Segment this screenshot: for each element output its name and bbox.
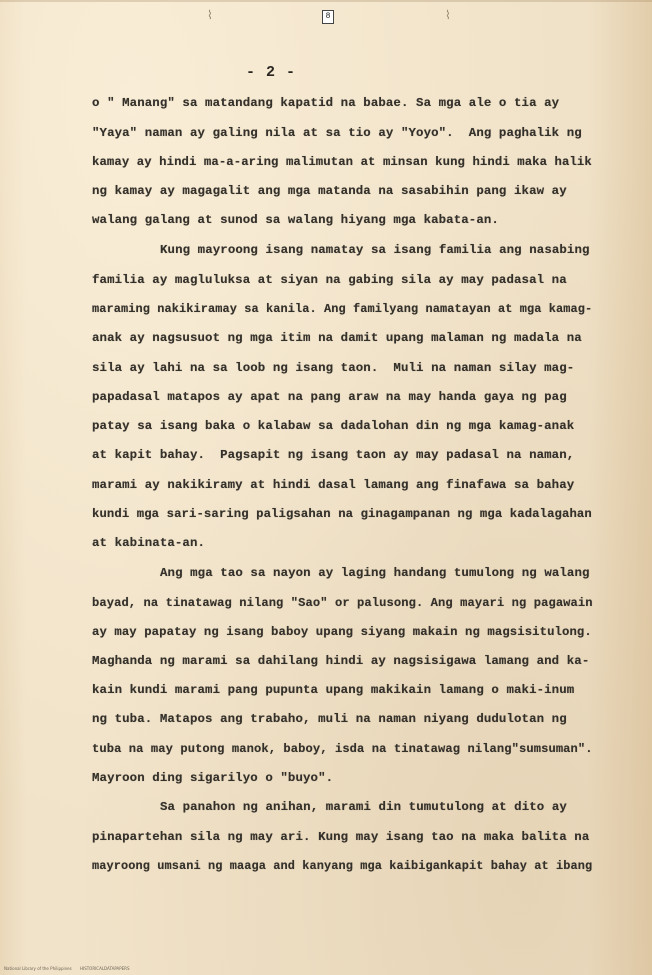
text-line: marami ay nakikiramy at hindi dasal lamang ang finafawa sa bahay (92, 478, 575, 492)
header-mark: 8 (322, 10, 334, 24)
text-line: walang galang at sunod sa walang hiyang mga kabata-an. (92, 213, 499, 227)
text-line: maraming nakikiramay sa kanila. Ang familyang namatayan at mga kamag- (92, 302, 593, 316)
text-line: papadasal matapos ay apat na pang araw na may handa gaya ng pag (92, 390, 567, 404)
text-line: anak ay nagsusuot ng mga itim na damit upang malaman ng madala na (92, 331, 582, 345)
library-credit: National Library of the Philippines (4, 966, 72, 971)
text-line: o " Manang" sa matandang kapatid na babae. Sa mga ale o tia ay (92, 96, 560, 110)
text-line: bayad, na tinatawag nilang "Sao" or palusong. Ang mayari ng pagawain (92, 596, 593, 610)
binding-mark-icon: ⌇ (207, 9, 213, 23)
archive-code: HISTORICALDATAPAPERS (80, 966, 130, 971)
text-line: kundi mga sari-saring paligsahan na ginagampanan ng mga kadalagahan (92, 507, 592, 521)
text-line: tuba na may putong manok, baboy, isda na tinatawag nilang"sumsuman". (92, 742, 593, 756)
text-line: Kung mayroong isang namatay sa isang familia ang nasabing (160, 243, 590, 257)
text-line: Maghanda ng marami sa dahilang hindi ay nagsisigawa lamang and ka- (92, 654, 590, 668)
text-line: Mayroon ding sigarilyo o "buyo". (92, 771, 334, 785)
text-line: familia ay magluluksa at siyan na gabing sila ay may padasal na (92, 273, 567, 287)
text-line: kamay ay hindi ma-a-aring malimutan at minsan kung hindi maka halik (92, 155, 592, 169)
text-line: at kapit bahay. Pagsapit ng isang taon ay may padasal na naman, (92, 448, 575, 462)
text-line: ng kamay ay magagalit ang mga matanda na sasabihin pang ikaw ay (92, 184, 567, 198)
text-line: mayroong umsani ng maaga and kanyang mga kaibigankapit bahay at ibang (92, 859, 593, 873)
page-number: - 2 - (246, 64, 297, 81)
text-line: patay sa isang baka o kalabaw sa dadalohan din ng mga kamag-anak (92, 419, 575, 433)
text-line: pinapartehan sila ng may ari. Kung may isang tao na maka balita na (92, 830, 590, 844)
text-line: Ang mga tao sa nayon ay laging handang tumulong ng walang (160, 566, 590, 580)
text-line: kain kundi marami pang pupunta upang makikain lamang o maki-inum (92, 683, 575, 697)
binding-mark-icon: ⌇ (445, 9, 451, 23)
text-line: "Yaya" naman ay galing nila at sa tio ay "Yoyo". Ang paghalik ng (92, 126, 582, 140)
page-edge (0, 0, 652, 2)
text-line: Sa panahon ng anihan, marami din tumutulong at dito ay (160, 800, 567, 814)
text-line: at kabinata-an. (92, 536, 206, 550)
text-line: ay may papatay ng isang baboy upang siyang makain ng magsisitulong. (92, 625, 592, 639)
text-line: sila ay lahi na sa loob ng isang taon. Muli na naman silay mag- (92, 361, 575, 375)
text-line: ng tuba. Matapos ang trabaho, muli na naman niyang dudulotan ng (92, 712, 567, 726)
